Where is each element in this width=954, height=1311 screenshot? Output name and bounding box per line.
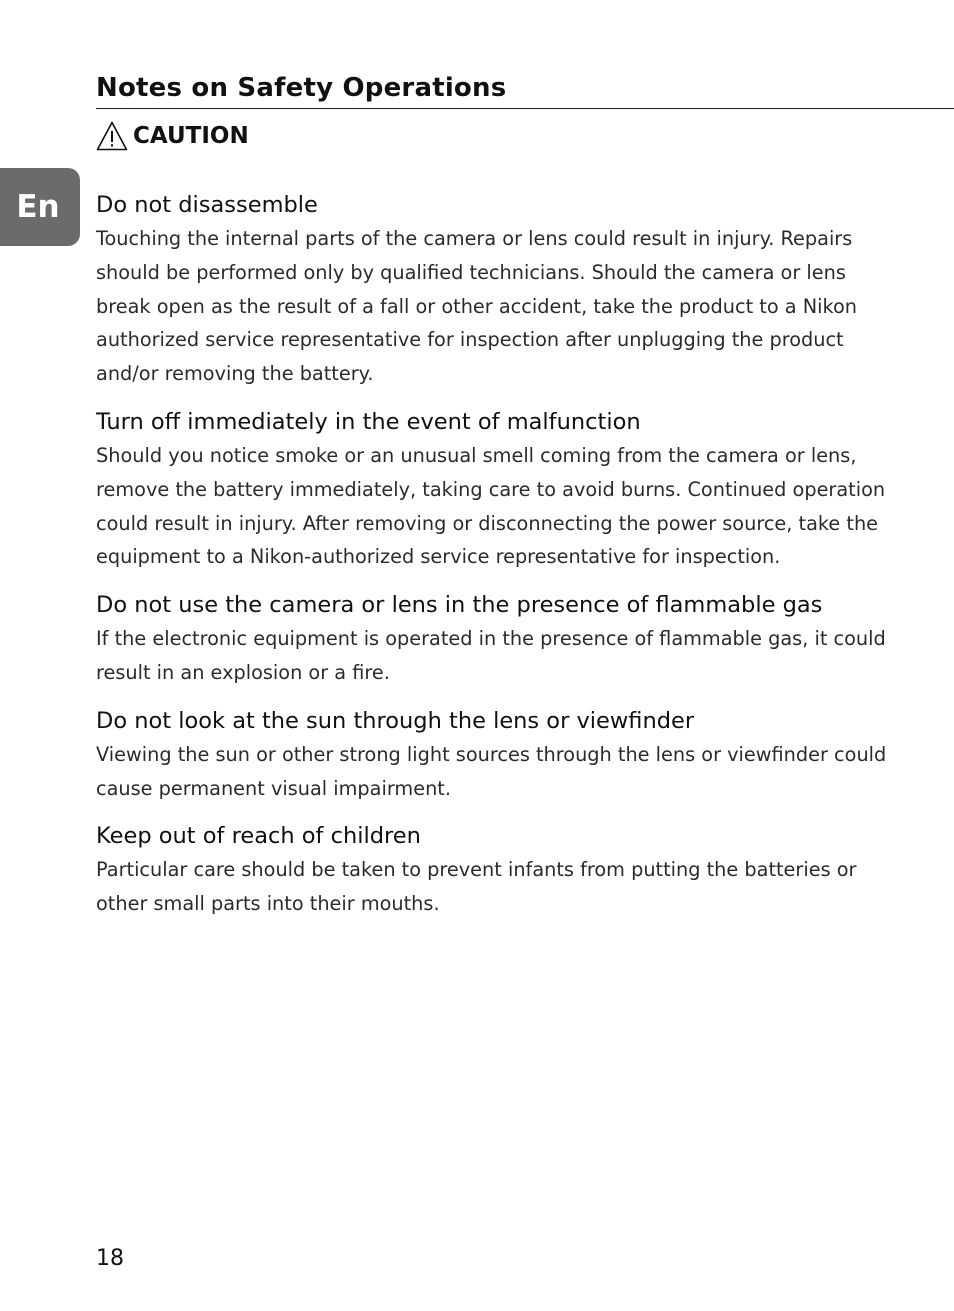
- page-title: Notes on Safety Operations: [96, 73, 507, 103]
- section-flammable-gas: [96, 588, 896, 690]
- caution-label: CAUTION: [133, 123, 249, 149]
- section-body: If the electronic equipment is operated in the presence of flammable gas, it could result in an explosion or a fire.: [96, 627, 886, 684]
- section-heading: Turn off immediately in the event of malfunction: [96, 408, 641, 435]
- language-tab: En: [0, 168, 80, 246]
- section-heading: Do not disassemble: [96, 192, 318, 218]
- caution-banner: [96, 119, 249, 153]
- section-body: Touching the internal parts of the camera or lens could result in injury. Repairs should be performed only by qualified technicians. Should the camera or lens break open as the result of a fall or other accident, take the product to a Nikon authorized service representative for inspection after unplugging the product and/or removing the battery.: [96, 227, 857, 386]
- page-header: [96, 70, 954, 109]
- safety-content: [96, 188, 896, 935]
- section-heading: Keep out of reach of children: [96, 823, 421, 850]
- section-body: Should you notice smoke or an unusual smell coming from the camera or lens, remove the battery immediately, taking care to avoid burns. Continued operation could result in injury. After removing or disconnecting the power source, take the equipment to a Nikon-authorized service representative for inspection.: [96, 443, 886, 569]
- section-body: Particular care should be taken to prevent infants from putting the batteries or other small parts into their mouths.: [96, 858, 857, 916]
- section-heading: Do not use the camera or lens in the presence of flammable gas: [96, 592, 823, 619]
- section-do-not-disassemble: [96, 188, 896, 391]
- section-malfunction: [96, 405, 896, 574]
- warning-triangle-icon: [96, 120, 128, 152]
- section-sun-viewfinder: [96, 704, 896, 806]
- page-number: 18: [96, 1246, 124, 1271]
- section-body: Viewing the sun or other strong light sources through the lens or viewfinder could cause permanent visual impairment.: [96, 742, 887, 800]
- section-heading: Do not look at the sun through the lens or viewfinder: [96, 707, 695, 734]
- section-children: [96, 819, 896, 921]
